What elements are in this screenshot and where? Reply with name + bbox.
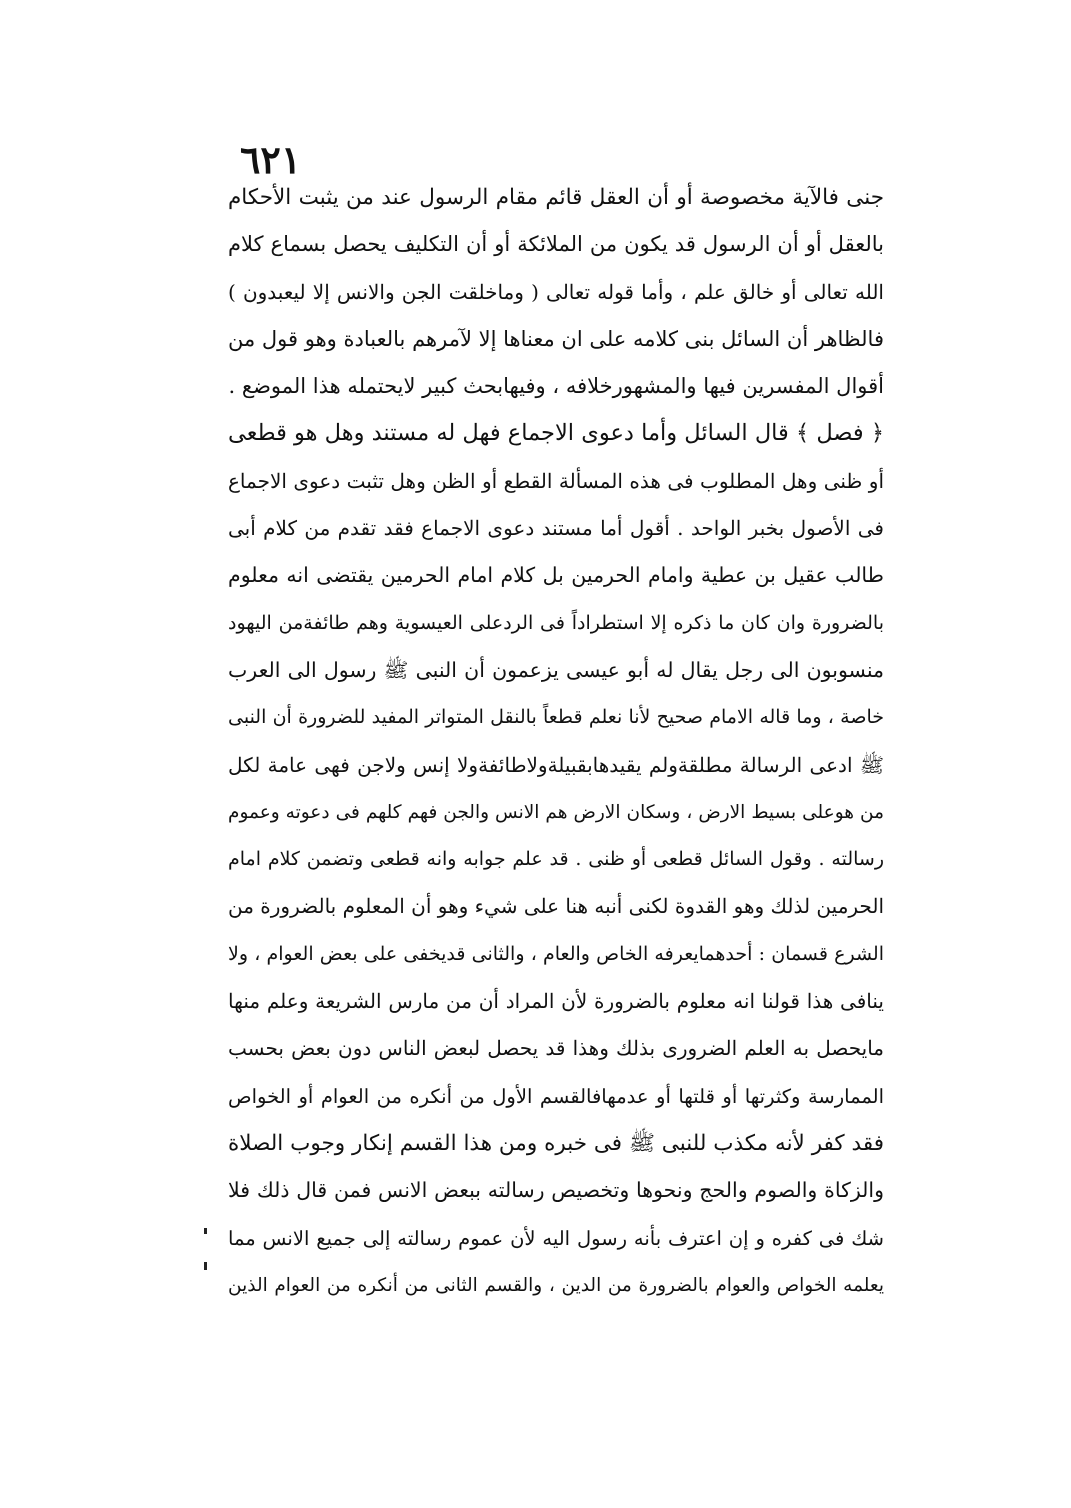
- text-line: بالضرورة وان كان ما ذكره إلا استطراداً فى الردعلى العيسوية وهم طائفةمن اليهود: [228, 611, 884, 634]
- text-line: فالظاهر أن السائل بنى كلامه على ان معناها إلا لآمرهم بالعبادة وهو قول من: [228, 326, 884, 351]
- page-number: ٦٢١: [240, 137, 302, 182]
- margin-mark: [204, 1228, 207, 1234]
- body-text: [228, 174, 884, 1309]
- text-line: الحرمين لذلك وهو القدوة لكنى أنبه هنا على شيء وهو أن المعلوم بالضرورة من: [228, 894, 884, 919]
- text-line: مايحصل به العلم الضرورى بذلك وهذا قد يحصل لبعض الناس دون بعض بحسب: [228, 1036, 884, 1061]
- margin-mark: [204, 1262, 207, 1270]
- text-line: جنى فالآية مخصوصة أو أن العقل قائم مقام الرسول عند من يثبت الأحكام: [228, 185, 884, 210]
- text-line: والزكاة والصوم والحج ونحوها وتخصيص رسالته ببعض الانس فمن قال ذلك فلا: [228, 1178, 884, 1203]
- text-line: طالب عقيل بن عطية وامام الحرمين بل كلام امام الحرمين يقتضى انه معلوم: [228, 563, 884, 588]
- text-line: الممارسة وكثرتها أو قلتها أو عدمهافالقسم الأول من أنكره من العوام أو الخواص: [228, 1084, 884, 1108]
- text-line: منسوبون الى رجل يقال له أبو عيسى يزعمون أن النبى ﷺ رسول الى العرب: [228, 657, 884, 682]
- text-line: ﷺ ادعى الرسالة مطلقةولم يقيدهابقبيلةولاطائفةولا إنس ولاجن فهى عامة لكل: [228, 752, 884, 777]
- section-heading-line: ﴿ فصل ﴾ قال السائل وأما دعوى الاجماع فهل له مستند وهل هو قطعى: [228, 420, 884, 447]
- text-line: شك فى كفره و إن اعترف بأنه رسول اليه لأن عموم رسالته إلى جميع الانس مما: [228, 1226, 884, 1250]
- text-line: من هوعلى بسيط الارض ، وسكان الارض هم الانس والجن فهم كلهم فى دعوته وعموم: [228, 801, 884, 823]
- text-line: رسالته . وقول السائل قطعى أو ظنى . قد علم جوابه وانه قطعى وتضمن كلام امام: [228, 848, 884, 871]
- text-line: أقوال المفسرين فيها والمشهورخلافه ، وفيهابحث كبير لايحتمله هذا الموضع .: [228, 374, 884, 399]
- text-line: أو ظنى وهل المطلوب فى هذه المسألة القطع أو الظن وهل تثبت دعوى الاجماع: [228, 468, 884, 493]
- text-line: ينافى هذا قولنا انه معلوم بالضرورة لأن المراد أن من مارس الشريعة وعلم منها: [228, 989, 884, 1014]
- text-line: فى الأصول بخبر الواحد . أقول أما مستند دعوى الاجماع فقد تقدم من كلام أبى: [228, 516, 884, 541]
- text-line: فقد كفر لأنه مكذب للنبى ﷺ فى خبره ومن هذا القسم إنكار وجوب الصلاة: [228, 1130, 884, 1156]
- text-line: خاصة ، وما قاله الامام صحيح لأنا نعلم قطعاً بالنقل المتواتر المفيد للضرورة أن النبى: [228, 706, 884, 729]
- text-line: الشرع قسمان : أحدهمايعرفه الخاص والعام ، والثانى قديخفى على بعض العوام ، ولا: [228, 942, 884, 965]
- text-line: يعلمه الخواص والعوام بالضرورة من الدين ، والقسم الثانى من أنكره من العوام الذين: [228, 1274, 884, 1296]
- text-line: بالعقل أو أن الرسول قد يكون من الملائكة أو أن التكليف يحصل بسماع كلام: [228, 232, 884, 257]
- text-line: الله تعالى أو خالق علم ، وأما قوله تعالى ( وماخلقت الجن والانس إلا ليعبدون ): [228, 279, 884, 304]
